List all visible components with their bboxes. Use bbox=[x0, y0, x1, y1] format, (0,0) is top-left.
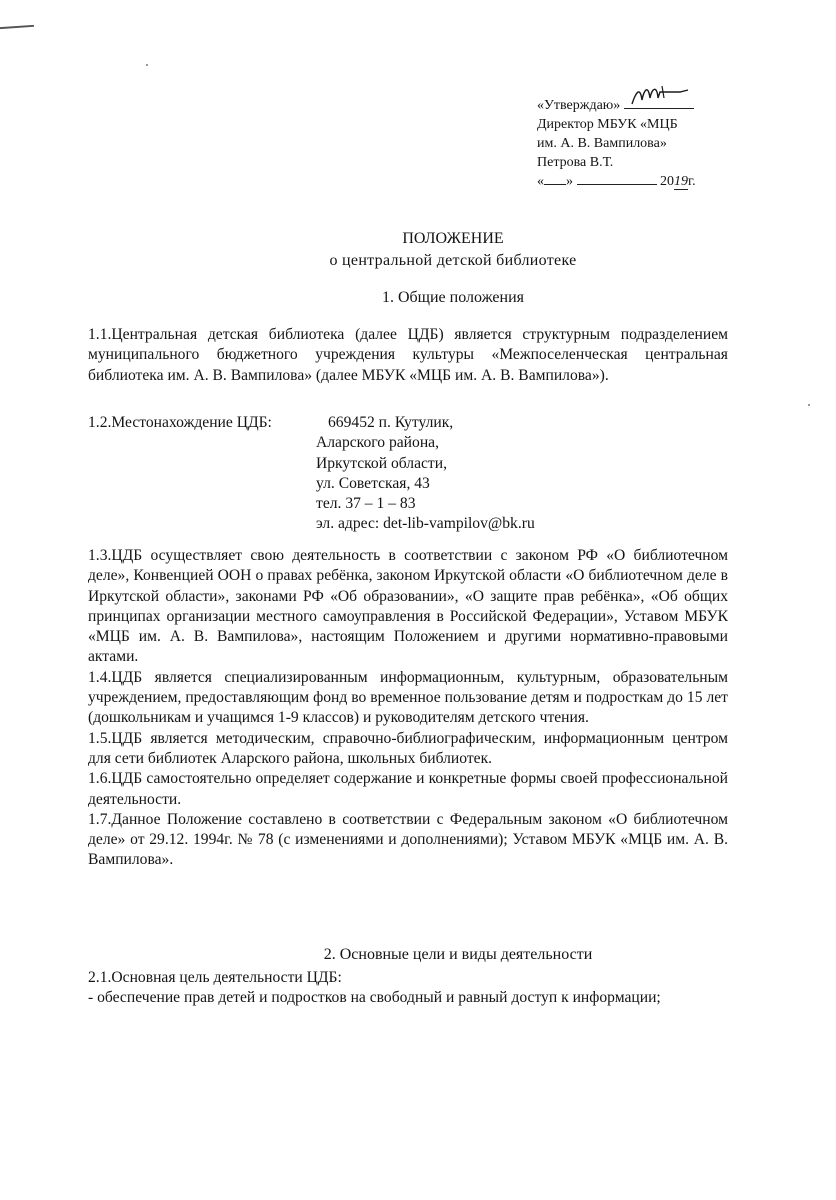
address-lines bbox=[316, 413, 535, 535]
title-line-1: ПОЛОЖЕНИЕ bbox=[402, 230, 504, 247]
handwritten-signature bbox=[630, 82, 694, 108]
approval-block bbox=[537, 96, 777, 191]
paragraph-1-6: 1.6.ЦДБ самостоятельно определяет содержание и конкретные формы своей профессиональной деятельности. bbox=[88, 770, 728, 808]
approval-line bbox=[537, 96, 777, 115]
signature-line bbox=[624, 96, 694, 109]
document-title bbox=[0, 228, 836, 272]
address-line: Иркутской области, bbox=[316, 454, 447, 472]
scan-speck bbox=[146, 64, 148, 66]
scan-edge-mark bbox=[0, 25, 34, 29]
title-line-2: о центральной детской библиотеке bbox=[329, 252, 577, 269]
address-line: 669452 п. Кутулик, bbox=[328, 414, 454, 431]
year-handwritten: 19 bbox=[674, 174, 688, 189]
address-email: эл. адрес: det-lib-vampilov@bk.ru bbox=[316, 515, 535, 533]
section-1-intro bbox=[88, 325, 728, 386]
paragraph-1-1: 1.1.Центральная детская библиотека (далее ЦДБ) является структурным подразделением муниципального бюджетного учреждения культуры «Межпоселенческая центральная библиотека им. А. В. Вампилова» (далее МБУК «МЦБ им. А. В. Вампилова»). bbox=[88, 326, 728, 384]
address-line: ул. Советская, 43 bbox=[316, 474, 430, 492]
section-2-body bbox=[88, 968, 728, 1009]
paragraph-1-7: 1.7.Данное Положение составлено в соответствии с Федеральным законом «О библиотечном деле» от 29.12. 1994г. № 78 (с изменениями и дополнениями); Уставом МБУК «МЦБ им. А. В. Вампилова». bbox=[88, 810, 728, 869]
day-blank bbox=[544, 172, 566, 185]
paragraph-1-2-label: 1.2.Местонахождение ЦДБ: bbox=[88, 414, 272, 431]
director-position-2: им. А. В. Вампилова» bbox=[537, 136, 667, 151]
month-blank bbox=[577, 172, 657, 185]
director-position-1: Директор МБУК «МЦБ bbox=[537, 117, 678, 132]
list-item: - обеспечение прав детей и подростков на свободный и равный доступ к информации; bbox=[88, 989, 661, 1007]
paragraph-1-3: 1.3.ЦДБ осуществляет свою деятельность в соответствии с законом РФ «О библиотечном деле», Конвенцией ООН о правах ребёнка, законом Иркутской области «О библиотечном деле в Иркутской области», законами РФ «Об образовании», «О защите прав ребёнка», «Об общих принципах организации местного самоуправления в Российской Федерации», Уставом МБУК «МЦБ им. А. В. Вампилова», настоящим Положением и другими нормативно-правовыми актами. bbox=[88, 547, 728, 666]
section-2-heading: 2. Основные цели и виды деятельности bbox=[323, 946, 593, 963]
section-1-body bbox=[88, 546, 728, 871]
approval-date: « » 2019г. bbox=[537, 174, 696, 189]
address-line: тел. 37 – 1 – 83 bbox=[316, 495, 416, 513]
paragraph-2-1: 2.1.Основная цель деятельности ЦДБ: bbox=[88, 969, 342, 986]
paragraph-1-4: 1.4.ЦДБ является специализированным информационным, культурным, образовательным учреждением, предоставляющим фонд во временное пользование детям и подросткам до 15 лет (дошкольникам и учащимся 1-9 классов) и руководителям детского чтения. bbox=[88, 668, 728, 727]
approve-label: «Утверждаю» bbox=[537, 98, 621, 113]
director-name: Петрова В.Т. bbox=[537, 155, 614, 170]
section-1-heading: 1. Общие положения bbox=[381, 289, 525, 306]
address-line: Аларского района, bbox=[316, 434, 439, 452]
scan-speck bbox=[808, 404, 810, 406]
paragraph-1-5: 1.5.ЦДБ является методическим, справочно-библиографическим, информационным центром для сети библиотек Аларского района, школьных библиотек. bbox=[88, 729, 728, 767]
